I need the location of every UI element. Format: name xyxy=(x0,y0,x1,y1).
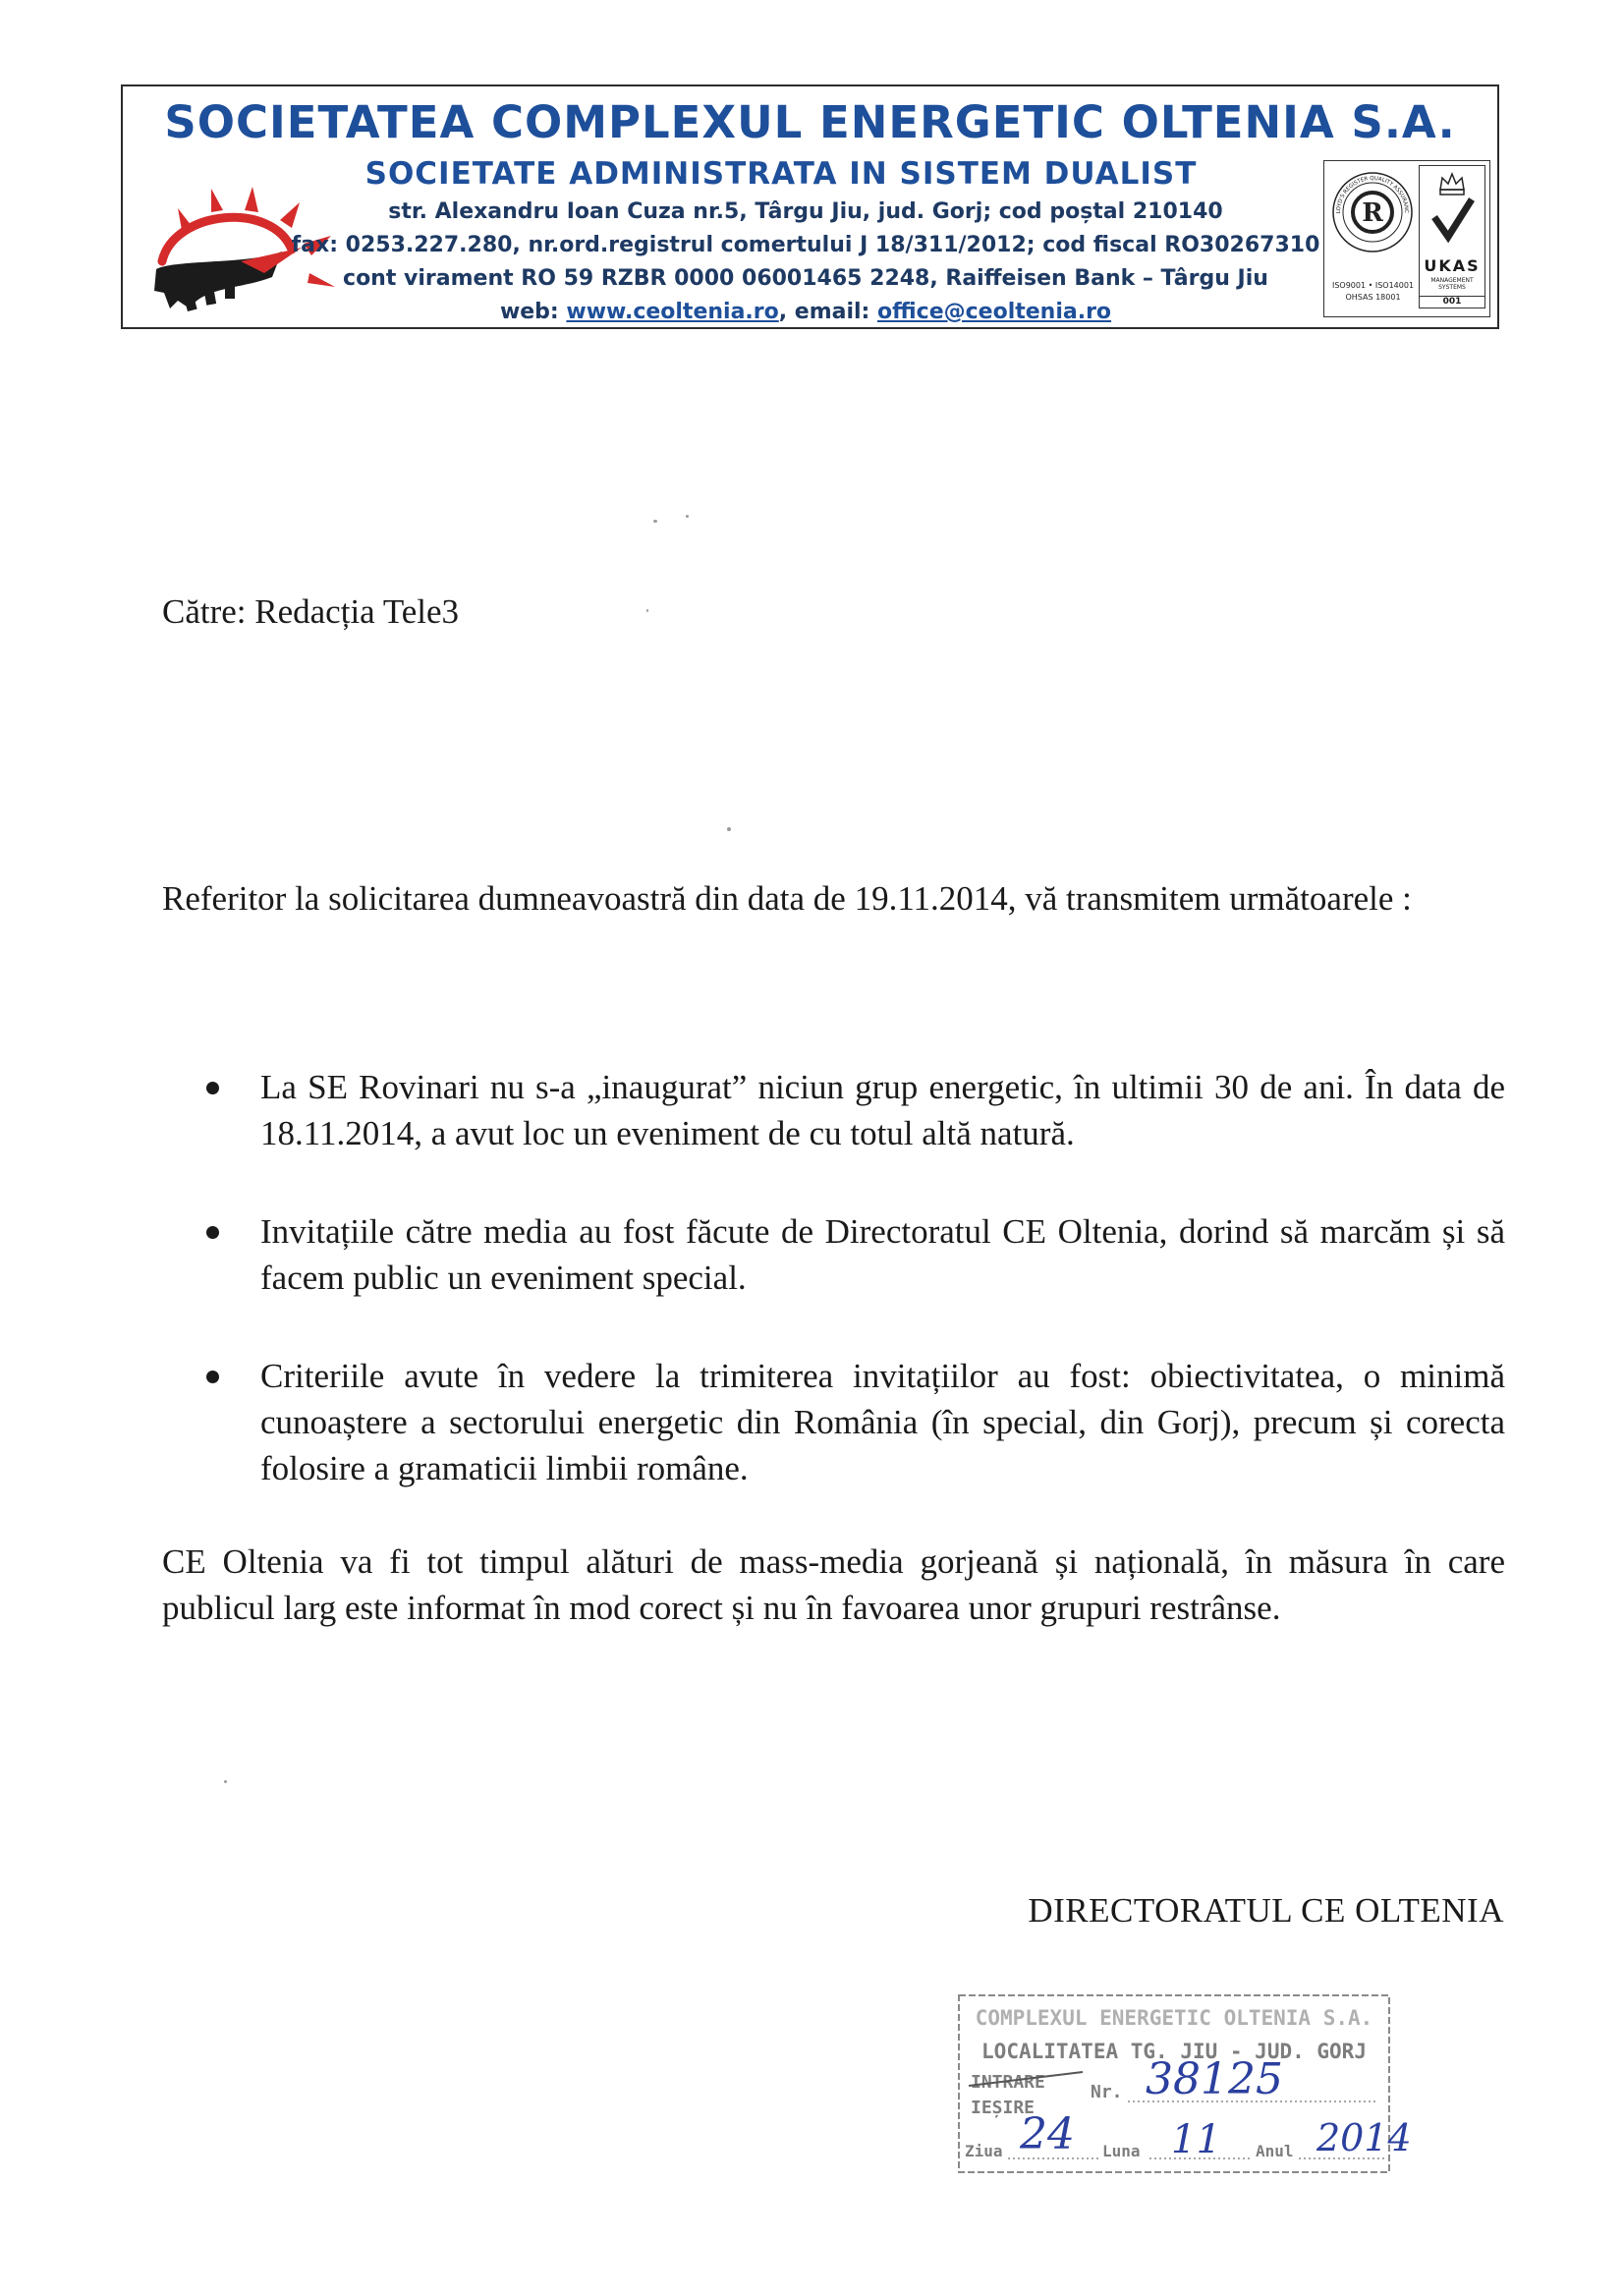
company-bank: cont virament RO 59 RZBR 0000 06001465 2248, Raiffeisen Bank – Târgu Jiu xyxy=(343,266,1268,291)
website-link[interactable]: www.ceoltenia.ro xyxy=(566,300,779,324)
intro-paragraph: Referitor la solicitarea dumneavoastră din data de 19.11.2014, vă transmitem următoarele : xyxy=(162,879,1412,918)
svg-text:Anul: Anul xyxy=(1256,2142,1294,2160)
email-link[interactable]: office@ceoltenia.ro xyxy=(877,300,1112,324)
svg-text:11: 11 xyxy=(1171,2117,1221,2162)
ukas-subtitle: MANAGEMENT SYSTEMS xyxy=(1430,277,1474,291)
ukas-name: UKAS xyxy=(1424,256,1481,275)
svg-text:LOCALITATEA TG. JIU - JUD. GOR: LOCALITATEA TG. JIU - JUD. GORJ xyxy=(981,2040,1367,2063)
company-name: SOCIETATEA COMPLEXUL ENERGETIC OLTENIA S.A. xyxy=(164,96,1456,148)
bullet-icon xyxy=(206,1371,219,1383)
scan-speck xyxy=(653,520,657,523)
svg-text:Luna: Luna xyxy=(1102,2142,1141,2160)
crown-check-icon xyxy=(1421,166,1484,251)
closing-paragraph: CE Oltenia va fi tot timpul alături de mass-media gorjeană și națională, în măsura în care publicul larg este informat în mod corect și nu în favoarea unor grupuri restrânse. xyxy=(162,1542,1505,1627)
svg-text:R: R xyxy=(1362,198,1383,228)
company-address: str. Alexandru Ioan Cuza nr.5, Târgu Jiu, jud. Gorj; cod poștal 210140 xyxy=(388,199,1223,224)
svg-text:LLOYD'S REGISTER QUALITY ASSUR: LOYD'S REGISTER QUALITY ASSURANC xyxy=(1335,175,1410,214)
ukas-badge xyxy=(1419,165,1485,308)
svg-text:Nr.: Nr. xyxy=(1091,2082,1123,2102)
certification-box xyxy=(1323,160,1490,317)
ukas-number: 001 xyxy=(1420,296,1484,307)
bullet-text: Criteriile avute în vedere la trimiterea invitațiilor au fost: obiectivitatea, o minimă cunoaștere a sectorului energetic din România (în special, din Gorj), precum și corecta folosire a gramaticii limbii române. xyxy=(260,1357,1505,1487)
scan-speck xyxy=(727,827,731,831)
bullet-text: La SE Rovinari nu s-a „inaugurat” niciun grup energetic, în ultimii 30 de ani. În data de 18.11.2014, a avut loc un eveniment de cu totul altă natură. xyxy=(260,1068,1505,1152)
bullet-text: Invitațiile către media au fost făcute de Directoratul CE Oltenia, dorind să marcăm și să facem public un eveniment special. xyxy=(260,1212,1505,1297)
lrqa-seal-icon xyxy=(1328,165,1417,263)
svg-text:INTRARE: INTRARE xyxy=(971,2072,1045,2093)
company-subtitle: SOCIETATE ADMINISTRATA IN SISTEM DUALIST xyxy=(364,156,1198,192)
web-label: web: xyxy=(499,300,567,324)
scan-speck xyxy=(224,1780,227,1783)
signature-line: DIRECTORATUL CE OLTENIA xyxy=(1028,1891,1504,1930)
email-label: , email: xyxy=(778,300,877,324)
bullet-item-3 xyxy=(260,1353,1505,1491)
svg-text:COMPLEXUL ENERGETIC OLTENIA S.: COMPLEXUL ENERGETIC OLTENIA S.A. xyxy=(975,2006,1373,2030)
svg-text:2014: 2014 xyxy=(1316,2116,1412,2159)
bullet-icon xyxy=(206,1226,219,1239)
bullet-icon xyxy=(206,1082,219,1094)
svg-text:Ziua: Ziua xyxy=(965,2142,1003,2160)
svg-text:38125: 38125 xyxy=(1146,2054,1283,2104)
recipient-line: Către: Redacția Tele3 xyxy=(162,592,460,631)
company-registry: fax: 0253.227.280, nr.ord.registrul comertului J 18/311/2012; cod fiscal RO30267310 xyxy=(291,233,1320,257)
letterhead xyxy=(121,84,1499,329)
registration-stamp xyxy=(953,1989,1412,2181)
company-contact xyxy=(280,300,1331,324)
scan-speck xyxy=(686,515,689,518)
bullet-item-1 xyxy=(260,1064,1505,1156)
scan-speck xyxy=(646,609,648,612)
svg-text:IEȘIRE: IEȘIRE xyxy=(971,2098,1036,2118)
iso-standards: ISO9001 • ISO14001 xyxy=(1331,281,1415,290)
ohsas-standard: OHSAS 18001 xyxy=(1345,293,1401,302)
bullet-item-2 xyxy=(260,1208,1505,1301)
svg-text:24: 24 xyxy=(1020,2109,1075,2159)
